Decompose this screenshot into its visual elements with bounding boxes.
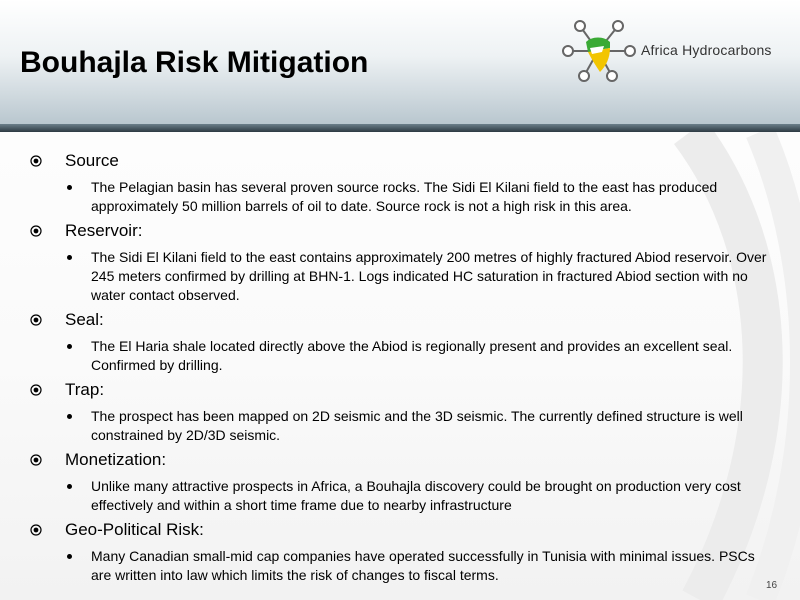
section-heading (30, 150, 770, 172)
section-bullet (30, 407, 770, 445)
section-heading-label: Reservoir: (65, 221, 143, 240)
target-bullet-icon (30, 155, 42, 167)
section-seal (30, 309, 770, 375)
slide-body (30, 150, 770, 589)
target-bullet-icon (30, 454, 42, 466)
section-bullet (30, 547, 770, 585)
section-bullet-text: Unlike many attractive prospects in Africa, a Bouhajla discovery could be brought on production very cost effectively and within a short time frame due to nearby infrastructure (91, 478, 741, 513)
section-heading (30, 309, 770, 331)
page-number: 16 (766, 580, 778, 591)
section-bullet-text: The Pelagian basin has several proven source rocks. The Sidi El Kilani field to the east has produced approximately 50 million barrels of oil to date. Source rock is not a high risk in this area. (91, 179, 718, 214)
section-source (30, 150, 770, 216)
section-heading-label: Trap: (65, 380, 105, 399)
slide-title: Bouhajla Risk Mitigation (20, 46, 369, 79)
africa-network-logo-icon (560, 18, 636, 84)
bullet-dot-icon (67, 554, 72, 559)
section-bullet-text: The Sidi El Kilani field to the east contains approximately 200 metres of highly fractured Abiod reservoir. Over 245 meters confirmed by drilling at BHN-1. Logs indicated HC saturation in fractured Abiod section with no water contact observed. (91, 249, 767, 303)
section-heading-label: Seal: (65, 310, 104, 329)
section-heading (30, 449, 770, 471)
section-heading-label: Geo-Political Risk: (65, 520, 204, 539)
target-bullet-icon (30, 524, 42, 536)
section-heading-label: Source (65, 151, 119, 170)
target-bullet-icon (30, 384, 42, 396)
section-bullet-text: The prospect has been mapped on 2D seismic and the 3D seismic. The currently defined structure is well constrained by 2D/3D seismic. (91, 408, 743, 443)
slide-header (0, 0, 800, 124)
section-monetization (30, 449, 770, 515)
header-divider-bar (0, 124, 800, 132)
section-reservoir (30, 220, 770, 305)
section-heading (30, 519, 770, 541)
section-heading-label: Monetization: (65, 450, 167, 469)
section-heading (30, 220, 770, 242)
target-bullet-icon (30, 225, 42, 237)
bullet-dot-icon (67, 185, 72, 190)
section-bullet (30, 178, 770, 216)
logo-wordmark: Africa Hydrocarbons (641, 42, 772, 58)
section-bullet (30, 477, 770, 515)
bullet-dot-icon (67, 344, 72, 349)
section-trap (30, 379, 770, 445)
section-bullet (30, 248, 770, 305)
section-bullet-text: The El Haria shale located directly above the Abiod is regionally present and provides an excellent seal. Confirmed by drilling. (91, 338, 733, 373)
section-geo-political-risk (30, 519, 770, 585)
section-heading (30, 379, 770, 401)
bullet-dot-icon (67, 484, 72, 489)
bullet-dot-icon (67, 255, 72, 260)
section-bullet (30, 337, 770, 375)
target-bullet-icon (30, 314, 42, 326)
bullet-dot-icon (67, 414, 72, 419)
section-bullet-text: Many Canadian small-mid cap companies have operated successfully in Tunisia with minimal issues. PSCs are written into law which limits the risk of changes to fiscal terms. (91, 548, 755, 583)
